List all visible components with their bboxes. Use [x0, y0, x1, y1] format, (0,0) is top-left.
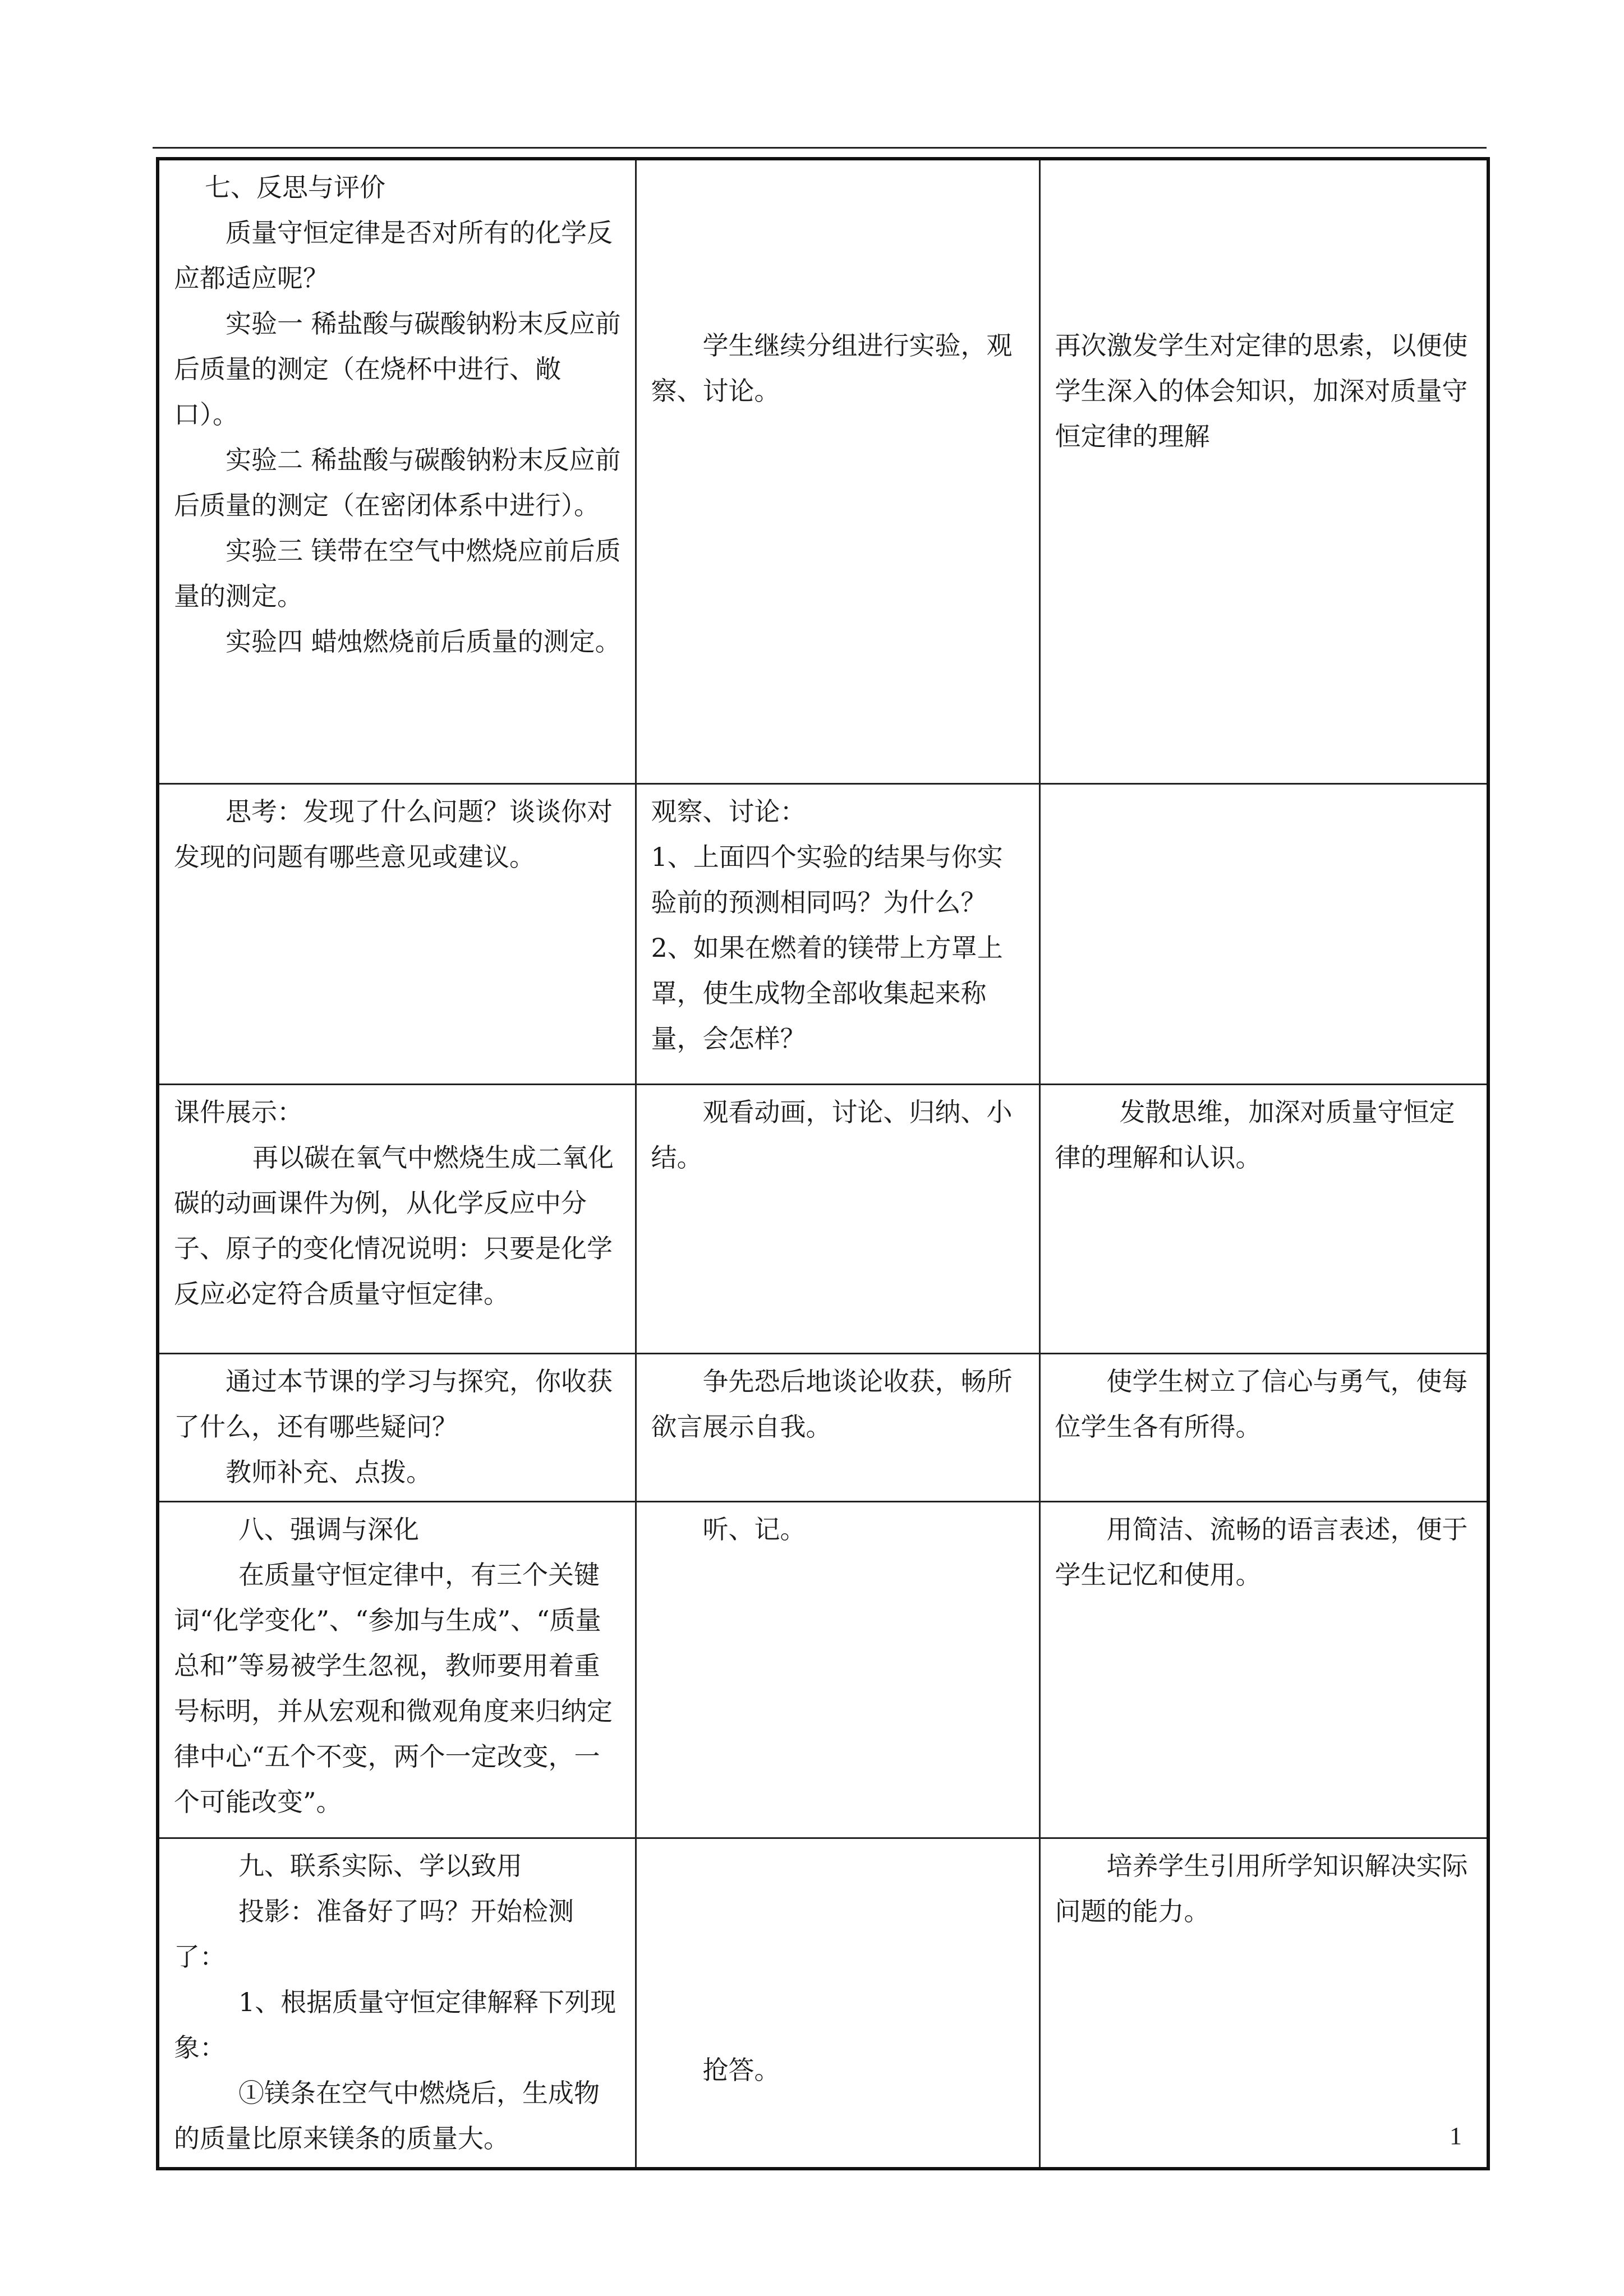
paragraph: 再以碳在氧气中燃烧生成二氧化碳的动画课件为例，从化学反应中分子、原子的变化情况说明：只要是化学反应必定符合质量守恒定律。: [174, 1142, 614, 1309]
design-intent-cell: [1039, 1353, 1488, 1501]
teacher-activity-cell: [158, 159, 636, 783]
paragraph: 通过本节课的学习与探究，你收获了什么，还有哪些疑问？: [174, 1366, 613, 1442]
student-activity-cell: [636, 1084, 1039, 1353]
student-activity-cell: [636, 159, 1039, 783]
section-heading: 七、反思与评价: [205, 172, 385, 202]
paragraph: 质量守恒定律是否对所有的化学反应都适应呢？: [174, 218, 613, 293]
table-row: [158, 159, 1488, 783]
lesson-plan-table: [156, 157, 1490, 2170]
paragraph: 实验三 镁带在空气中燃烧应前后质量的测定。: [174, 536, 621, 611]
section-heading: 九、联系实际、学以致用: [238, 1850, 522, 1881]
teacher-activity-cell: [158, 1084, 636, 1353]
paragraph: 观察、讨论：: [651, 796, 806, 827]
paragraph: 再次激发学生对定律的思索，以便使学生深入的体会知识，加深对质量守恒定律的理解: [1055, 330, 1468, 451]
design-intent-cell: [1039, 1838, 1488, 2169]
page-number: 1: [1450, 2122, 1462, 2150]
paragraph: 观看动画，讨论、归纳、小结。: [651, 1096, 1013, 1173]
paragraph: 抢答。: [702, 2054, 780, 2085]
header-rule: [153, 147, 1487, 149]
table-row: [158, 1084, 1488, 1353]
paragraph: 实验四 蜡烛燃烧前后质量的测定。: [226, 626, 621, 657]
paragraph: ①镁条在空气中燃烧后，生成物的质量比原来镁条的质量大。: [174, 2077, 600, 2154]
table-row: [158, 1838, 1488, 2169]
paragraph: 1、上面四个实验的结果与你实验前的预测相同吗？为什么？: [651, 841, 1003, 918]
paragraph: 在质量守恒定律中，有三个关键词“化学变化”、“参加与生成”、“质量总和”等易被学生忽视，教师要用着重号标明，并从宏观和微观角度来归纳定律中心“五个不变，两个一定改变，一个可能改变”。: [174, 1559, 613, 1817]
paragraph: 思考：发现了什么问题？谈谈你对发现的问题有哪些意见或建议。: [174, 796, 613, 872]
paragraph: 学生继续分组进行实验，观察、讨论。: [651, 330, 1013, 406]
paragraph: 用简洁、流畅的语言表述，便于学生记忆和使用。: [1055, 1514, 1468, 1590]
paragraph: 实验二 稀盐酸与碳酸钠粉末反应前后质量的测定（在密闭体系中进行）。: [174, 445, 621, 520]
teacher-activity-cell: [158, 1838, 636, 2169]
table-row: [158, 1353, 1488, 1501]
paragraph: 投影：准备好了吗？开始检测了：: [174, 1896, 574, 1972]
table-row: [158, 783, 1488, 1084]
paragraph: 1、根据质量守恒定律解释下列现象：: [174, 1986, 617, 2063]
design-intent-cell: [1039, 783, 1488, 1084]
teacher-activity-cell: [158, 783, 636, 1084]
paragraph: 听、记。: [702, 1514, 806, 1545]
teacher-activity-cell: [158, 1501, 636, 1838]
student-activity-cell: [636, 783, 1039, 1084]
teacher-activity-cell: [158, 1353, 636, 1501]
student-activity-cell: [636, 1501, 1039, 1838]
design-intent-cell: [1039, 1084, 1488, 1353]
paragraph: 2、如果在燃着的镁带上方罩上罩，使生成物全部收集起来称量，会怎样？: [651, 932, 1003, 1054]
paragraph: 实验一 稀盐酸与碳酸钠粉末反应前后质量的测定（在烧杯中进行、敞口）。: [174, 308, 621, 430]
paragraph: 使学生树立了信心与勇气，使每位学生各有所得。: [1055, 1366, 1468, 1442]
design-intent-cell: [1039, 159, 1488, 783]
section-heading: 八、强调与深化: [238, 1514, 419, 1545]
paragraph: 发散思维，加深对质量守恒定律的理解和认识。: [1055, 1096, 1455, 1173]
paragraph: 培养学生引用所学知识解决实际问题的能力。: [1055, 1850, 1468, 1926]
paragraph: 争先恐后地谈论收获，畅所欲言展示自我。: [651, 1366, 1013, 1442]
paragraph: 课件展示：: [174, 1096, 303, 1127]
student-activity-cell: [636, 1838, 1039, 2169]
table-row: [158, 1501, 1488, 1838]
paragraph: 教师补充、点拨。: [226, 1456, 432, 1487]
student-activity-cell: [636, 1353, 1039, 1501]
design-intent-cell: [1039, 1501, 1488, 1838]
